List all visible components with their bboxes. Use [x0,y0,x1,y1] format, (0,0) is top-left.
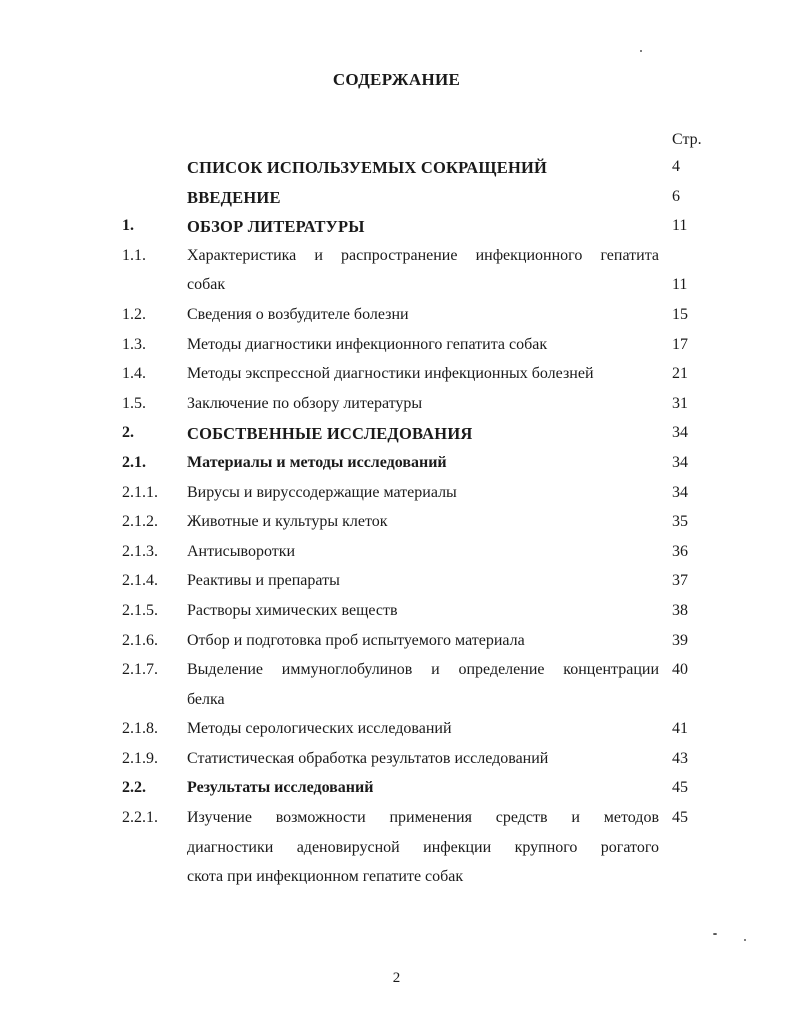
toc-entry-page: 34 [672,453,688,471]
toc-entry-number: 2.1.9. [122,749,158,767]
toc-entry-title: Сведения о возбудителе болезни [187,305,409,323]
toc-entry-number: 2.1.2. [122,513,158,531]
toc-entry-number: 2.1.6. [122,631,158,649]
toc-entry-1-5[interactable] [0,391,793,421]
toc-entry-2-1-1[interactable] [0,480,793,510]
toc-entry-2-1-9[interactable] [0,746,793,776]
toc-entry-title: ОБЗОР ЛИТЕРАТУРЫ [187,217,365,237]
toc-entry-number: 1.3. [122,335,146,353]
toc-entry-title: Характеристика и распространение инфекционного гепатита [187,246,659,264]
toc-entry-number: 2.2.1. [122,809,158,827]
toc-entry-page: 11 [672,276,688,294]
toc-entry-page: 11 [672,217,688,235]
toc-entry-page: 39 [672,631,688,649]
toc-entry-number: 1.2. [122,305,146,323]
toc-entry-introduction[interactable] [0,184,793,214]
toc-entry-title: Статистическая обработка результатов исследований [187,749,549,767]
toc-entry-title: Изучение возможности применения средств и методов [187,809,659,827]
toc-entry-title: Материалы и методы исследований [187,453,447,471]
toc-entry-page: 34 [672,424,688,442]
page-title: СОДЕРЖАНИЕ [332,70,461,89]
toc-entry-title: Методы диагностики инфекционного гепатита собак [187,335,548,353]
toc-entry-page: 45 [672,809,688,827]
toc-entry-page: 17 [672,335,688,353]
toc-entry-title: СОБСТВЕННЫЕ ИССЛЕДОВАНИЯ [187,424,473,444]
toc-entry-page: 37 [672,572,688,590]
toc-entry-page: 34 [672,483,688,501]
toc-entry-title: Антисыворотки [187,542,296,560]
toc-entry-2-1[interactable] [0,450,793,480]
toc-entry-2-2-1[interactable] [0,805,793,835]
toc-entry-2-2-1-continued[interactable] [0,835,793,865]
table-of-contents [0,154,793,894]
toc-entry-page: 40 [672,661,688,679]
toc-entry-title: Методы серологических исследований [187,720,452,738]
toc-entry-title: собак [187,276,226,294]
toc-entry-title: Выделение иммуноглобулинов и определение концентрации [187,661,659,679]
toc-entry-title: Методы экспрессной диагностики инфекционных болезней [187,365,594,383]
toc-entry-number: 2.1.5. [122,601,158,619]
toc-entry-1-4[interactable] [0,361,793,391]
toc-entry-own-research[interactable] [0,420,793,450]
toc-entry-page: 4 [672,158,680,175]
toc-entry-number: 2. [122,424,134,442]
toc-entry-abbreviations[interactable] [0,154,793,184]
toc-entry-title: Вирусы и вируссодержащие материалы [187,483,457,501]
toc-entry-1-3[interactable] [0,332,793,362]
toc-entry-2-1-7-continued[interactable] [0,687,793,717]
toc-entry-title: Растворы химических веществ [187,601,398,619]
toc-entry-number: 2.1. [122,453,146,471]
toc-entry-2-1-6[interactable] [0,628,793,658]
toc-entry-2-1-3[interactable] [0,539,793,569]
toc-entry-title: белка [187,690,225,708]
scan-speck [713,933,717,935]
toc-entry-page: 43 [672,749,688,767]
toc-entry-title: Реактивы и препараты [187,572,340,590]
toc-entry-page: 35 [672,513,688,531]
toc-entry-2-1-4[interactable] [0,568,793,598]
toc-entry-number: 2.1.1. [122,483,158,501]
scan-speck [744,939,746,941]
toc-entry-title: Животные и культуры клеток [187,513,388,531]
toc-entry-title: Отбор и подготовка проб испытуемого материала [187,631,525,649]
toc-entry-number: 1.1. [122,246,146,264]
toc-entry-page: 6 [672,187,680,205]
toc-entry-literature-review[interactable] [0,213,793,243]
toc-entry-2-2[interactable] [0,775,793,805]
toc-entry-page: 31 [672,394,688,412]
page-column-header: Стр. [672,131,702,148]
toc-entry-page: 36 [672,542,688,560]
toc-entry-2-2-1-continued-2[interactable] [0,864,793,894]
toc-entry-title: скота при инфекционном гепатите собак [187,868,464,886]
toc-entry-title: ВВЕДЕНИЕ [187,187,281,207]
toc-entry-1-1-continued[interactable] [0,272,793,302]
toc-entry-number: 2.1.8. [122,720,158,738]
toc-entry-1-2[interactable] [0,302,793,332]
toc-entry-title: диагностики аденовирусной инфекции крупного рогатого [187,838,659,856]
toc-entry-page: 41 [672,720,688,738]
toc-entry-number: 2.1.3. [122,542,158,560]
scan-speck [640,50,642,52]
toc-entry-number: 1.5. [122,394,146,412]
toc-entry-title: СПИСОК ИСПОЛЬЗУЕМЫХ СОКРАЩЕНИЙ [187,158,548,177]
toc-entry-page: 15 [672,305,688,323]
toc-entry-title: Результаты исследований [187,779,374,797]
toc-entry-number: 2.1.4. [122,572,158,590]
toc-entry-2-1-7[interactable] [0,657,793,687]
toc-entry-number: 2.1.7. [122,661,158,679]
page-number: 2 [392,970,401,986]
toc-entry-number: 2.2. [122,779,146,797]
toc-entry-page: 21 [672,365,688,383]
toc-entry-1-1[interactable] [0,243,793,273]
toc-entry-number: 1.4. [122,365,146,383]
toc-entry-2-1-2[interactable] [0,509,793,539]
toc-entry-page: 45 [672,779,688,797]
toc-entry-2-1-5[interactable] [0,598,793,628]
toc-entry-title: Заключение по обзору литературы [187,394,423,412]
toc-entry-number: 1. [122,217,134,235]
toc-entry-page: 38 [672,601,688,619]
toc-entry-2-1-8[interactable] [0,716,793,746]
